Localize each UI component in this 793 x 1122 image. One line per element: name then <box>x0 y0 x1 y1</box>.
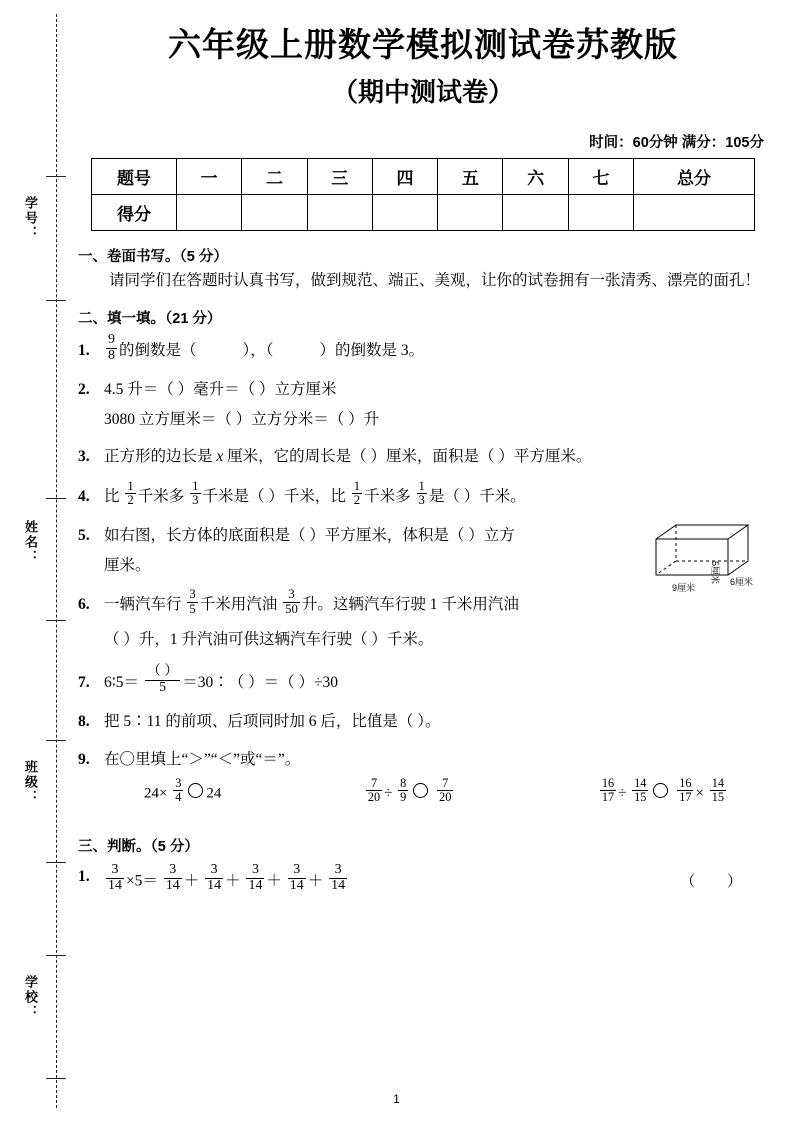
margin-tick-3 <box>46 498 66 499</box>
question-4-text-4: 千米多 <box>364 487 411 505</box>
fraction-7-20-b: $\frac{7}{20}$ <box>439 775 452 804</box>
margin-dashed-line <box>56 14 57 1108</box>
fraction-7-20-a: $\frac{7}{20}$ <box>367 775 381 804</box>
question-9-text: 在〇里填上“＞”“＜”或“＝”。 <box>104 750 301 768</box>
question-4-text-2: 千米多 <box>137 487 185 505</box>
comparison-2: $\frac{7}{20}$ ÷ $\frac{8}{9}$ $\frac{7}{20}$ <box>367 775 452 804</box>
question-6-text-3: 升。这辆汽车行驶 1 千米用汽油 <box>301 596 519 614</box>
question-3 <box>78 442 768 472</box>
margin-label-class: 班级： <box>23 760 38 805</box>
question-6-text-2: 千米用汽油 <box>199 596 278 614</box>
exam-meta: 时间：60分钟 满分：105分 <box>589 135 764 152</box>
margin-tick-2 <box>46 300 66 301</box>
question-4-text-1: 比 <box>104 487 120 505</box>
figure-label-height: 5厘米 <box>710 560 720 584</box>
question-2-number: 2. <box>78 380 90 398</box>
score-cell-2[interactable] <box>242 195 307 231</box>
question-4 <box>78 480 768 514</box>
judge-question-1-tail: ×5＝ <box>125 871 158 889</box>
score-cell-7[interactable] <box>568 195 633 231</box>
section-heading-3: 三、判断。（5 分） <box>78 838 199 855</box>
score-table-col-2: 二 <box>242 159 307 195</box>
fraction-3-14-lhs: $\frac{3}{14}$ <box>108 862 122 893</box>
question-7-text-1: 6∶5＝ <box>104 673 140 691</box>
question-6-text-1: 一辆汽车行 <box>104 596 182 614</box>
margin-tick-7 <box>46 955 66 956</box>
question-3-number: 3. <box>78 448 90 466</box>
question-6-line-2: （ ）升，1 升汽油可供这辆汽车行驶（ ）千米。 <box>104 630 434 648</box>
score-table-col-4: 四 <box>372 159 437 195</box>
table-row <box>92 159 755 195</box>
question-7-number: 7. <box>78 673 90 691</box>
score-table-row-header-score: 得分 <box>92 195 177 231</box>
fraction-3-14-t2: $\frac{3}{14}$ <box>207 862 222 893</box>
question-9-number: 9. <box>78 750 90 768</box>
compare-circle-3[interactable] <box>653 783 668 798</box>
page-subtitle: （期中测试卷） <box>331 77 514 108</box>
margin-tick-4 <box>46 620 66 621</box>
fraction-3-14-t4: $\frac{3}{14}$ <box>289 862 304 893</box>
question-6 <box>78 588 768 658</box>
page-title: 六年级上册数学模拟测试卷苏教版 <box>168 26 678 63</box>
fraction-9-8: $\frac{9}{8}$ <box>108 332 115 364</box>
question-5 <box>78 521 768 593</box>
margin-label-student-id: 学号： <box>23 196 38 241</box>
score-table-col-7: 七 <box>568 159 633 195</box>
section-1-paragraph: 请同学们在答题时认真书写，做到规范、端正、美观，让你的试卷拥有一张清秀、漂亮的面孔！ <box>109 272 761 290</box>
question-7 <box>78 665 768 701</box>
section-heading-2: 二、填一填。（21 分） <box>78 311 222 328</box>
score-cell-6[interactable] <box>503 195 568 231</box>
table-row <box>92 195 755 231</box>
page-number: 1 <box>393 1092 400 1106</box>
judge-answer-blank[interactable]: （ ） <box>680 873 756 890</box>
question-4-text-5: 是（ ）千米。 <box>428 487 526 505</box>
question-3-text-a: 正方形的边长是 <box>104 448 217 466</box>
margin-tick-6 <box>46 862 66 863</box>
score-table-col-3: 三 <box>307 159 372 195</box>
question-4-number: 4. <box>78 487 90 505</box>
question-4-text-3: 千米是（ ）千米，比 <box>202 487 346 505</box>
fraction-8-9: $\frac{8}{9}$ <box>400 775 407 804</box>
question-3-variable: x <box>216 448 224 466</box>
question-2-line-1: 4.5 升＝（ ）毫升＝（ ）立方厘米 <box>104 380 337 398</box>
fill-in-questions <box>78 332 768 808</box>
margin-tick-5 <box>46 740 66 741</box>
margin-tick-8 <box>46 1078 66 1079</box>
fraction-1-3-a: $\frac{1}{3}$ <box>192 478 199 507</box>
question-6-number: 6. <box>78 596 90 614</box>
question-1-text-b: ），（ <box>242 342 274 360</box>
fraction-3-4: $\frac{3}{4}$ <box>175 775 182 804</box>
question-2 <box>78 375 768 435</box>
score-cell-total[interactable] <box>634 195 755 231</box>
figure-label-side: 6厘米 <box>730 576 754 587</box>
score-table-row-header: 题号 <box>92 159 177 195</box>
margin-label-name: 姓名： <box>23 520 38 565</box>
fraction-14-15-a: $\frac{14}{15}$ <box>634 775 647 804</box>
fraction-3-14-t5: $\frac{3}{14}$ <box>331 862 346 893</box>
question-1-text-c: ）的倒数是 3。 <box>319 342 425 360</box>
score-table-col-5: 五 <box>438 159 503 195</box>
judge-question-1-number: 1. <box>78 867 90 885</box>
question-8-number: 8. <box>78 713 90 731</box>
fraction-blank-over-5: $\frac{( )}{5}$ <box>146 663 179 695</box>
fraction-1-3-b: $\frac{1}{3}$ <box>418 478 425 507</box>
question-8 <box>78 707 768 737</box>
judge-question-1: 1. $\frac{3}{14}$ ×5＝ $\frac{3}{14}$ ＋ $\frac{3}{14}$ ＋ $\frac{3}{14}$ ＋ $\frac{3}{14}$ ＋ $\frac{3}{14}$ （ ） <box>78 862 756 893</box>
question-5-number: 5. <box>78 526 90 544</box>
fraction-3-14-t3: $\frac{3}{14}$ <box>248 862 263 893</box>
score-table-col-1: 一 <box>177 159 242 195</box>
comparison-1: 24× $\frac{3}{4}$ 24 <box>144 775 222 804</box>
question-5-line-1: 如右图，长方体的底面积是（ ）平方厘米，体积是（ ）立方 <box>104 526 515 544</box>
fraction-1-2-b: $\frac{1}{2}$ <box>353 478 361 507</box>
fraction-14-15-b: $\frac{14}{15}$ <box>711 775 724 804</box>
question-2-line-2: 3080 立方厘米＝（ ）立方分米＝（ ）升 <box>104 411 380 429</box>
comparison-3: $\frac{16}{17}$ ÷ $\frac{14}{15}$ $\frac{16}{17}$ × $\frac{14}{15}$ <box>601 775 724 804</box>
fraction-3-14-t1: $\frac{3}{14}$ <box>165 862 180 893</box>
figure-label-front: 9厘米 <box>672 582 696 593</box>
fraction-3-50: $\frac{3}{50}$ <box>285 587 298 616</box>
margin-tick-1 <box>46 176 66 177</box>
compare-circle-2[interactable] <box>413 783 428 798</box>
score-cell-3[interactable] <box>307 195 372 231</box>
question-8-text: 把 5∶11 的前项、后项同时加 6 后，比值是（ ）。 <box>104 713 441 731</box>
score-table <box>91 158 755 231</box>
fraction-16-17-a: $\frac{16}{17}$ <box>601 775 615 804</box>
question-1-number: 1. <box>78 342 90 360</box>
question-5-line-2: 厘米。 <box>104 556 151 574</box>
question-3-text-b: 厘米，它的周长是（ ）厘米，面积是（ ）平方厘米。 <box>223 448 592 466</box>
cuboid-figure <box>652 521 770 595</box>
margin-label-school: 学校： <box>23 975 38 1020</box>
document-content <box>78 24 768 896</box>
question-7-text-2: ＝30∶（ ）＝（ ）÷30 <box>182 673 339 691</box>
fraction-1-2-a: $\frac{1}{2}$ <box>127 478 134 507</box>
score-cell-5[interactable] <box>438 195 503 231</box>
question-9 <box>78 745 768 809</box>
question-1 <box>78 332 768 368</box>
score-cell-4[interactable] <box>372 195 437 231</box>
question-1-text-a: 的倒数是（ <box>118 342 197 360</box>
fraction-16-17-b: $\frac{16}{17}$ <box>679 775 692 804</box>
fraction-3-5: $\frac{3}{5}$ <box>189 587 196 616</box>
question-9-comparisons <box>104 775 768 809</box>
section-heading-1: 一、卷面书写。（5 分） <box>78 249 228 266</box>
score-table-col-6: 六 <box>503 159 568 195</box>
score-table-col-total: 总分 <box>634 159 755 195</box>
compare-circle-1[interactable] <box>188 783 203 798</box>
score-cell-1[interactable] <box>177 195 242 231</box>
